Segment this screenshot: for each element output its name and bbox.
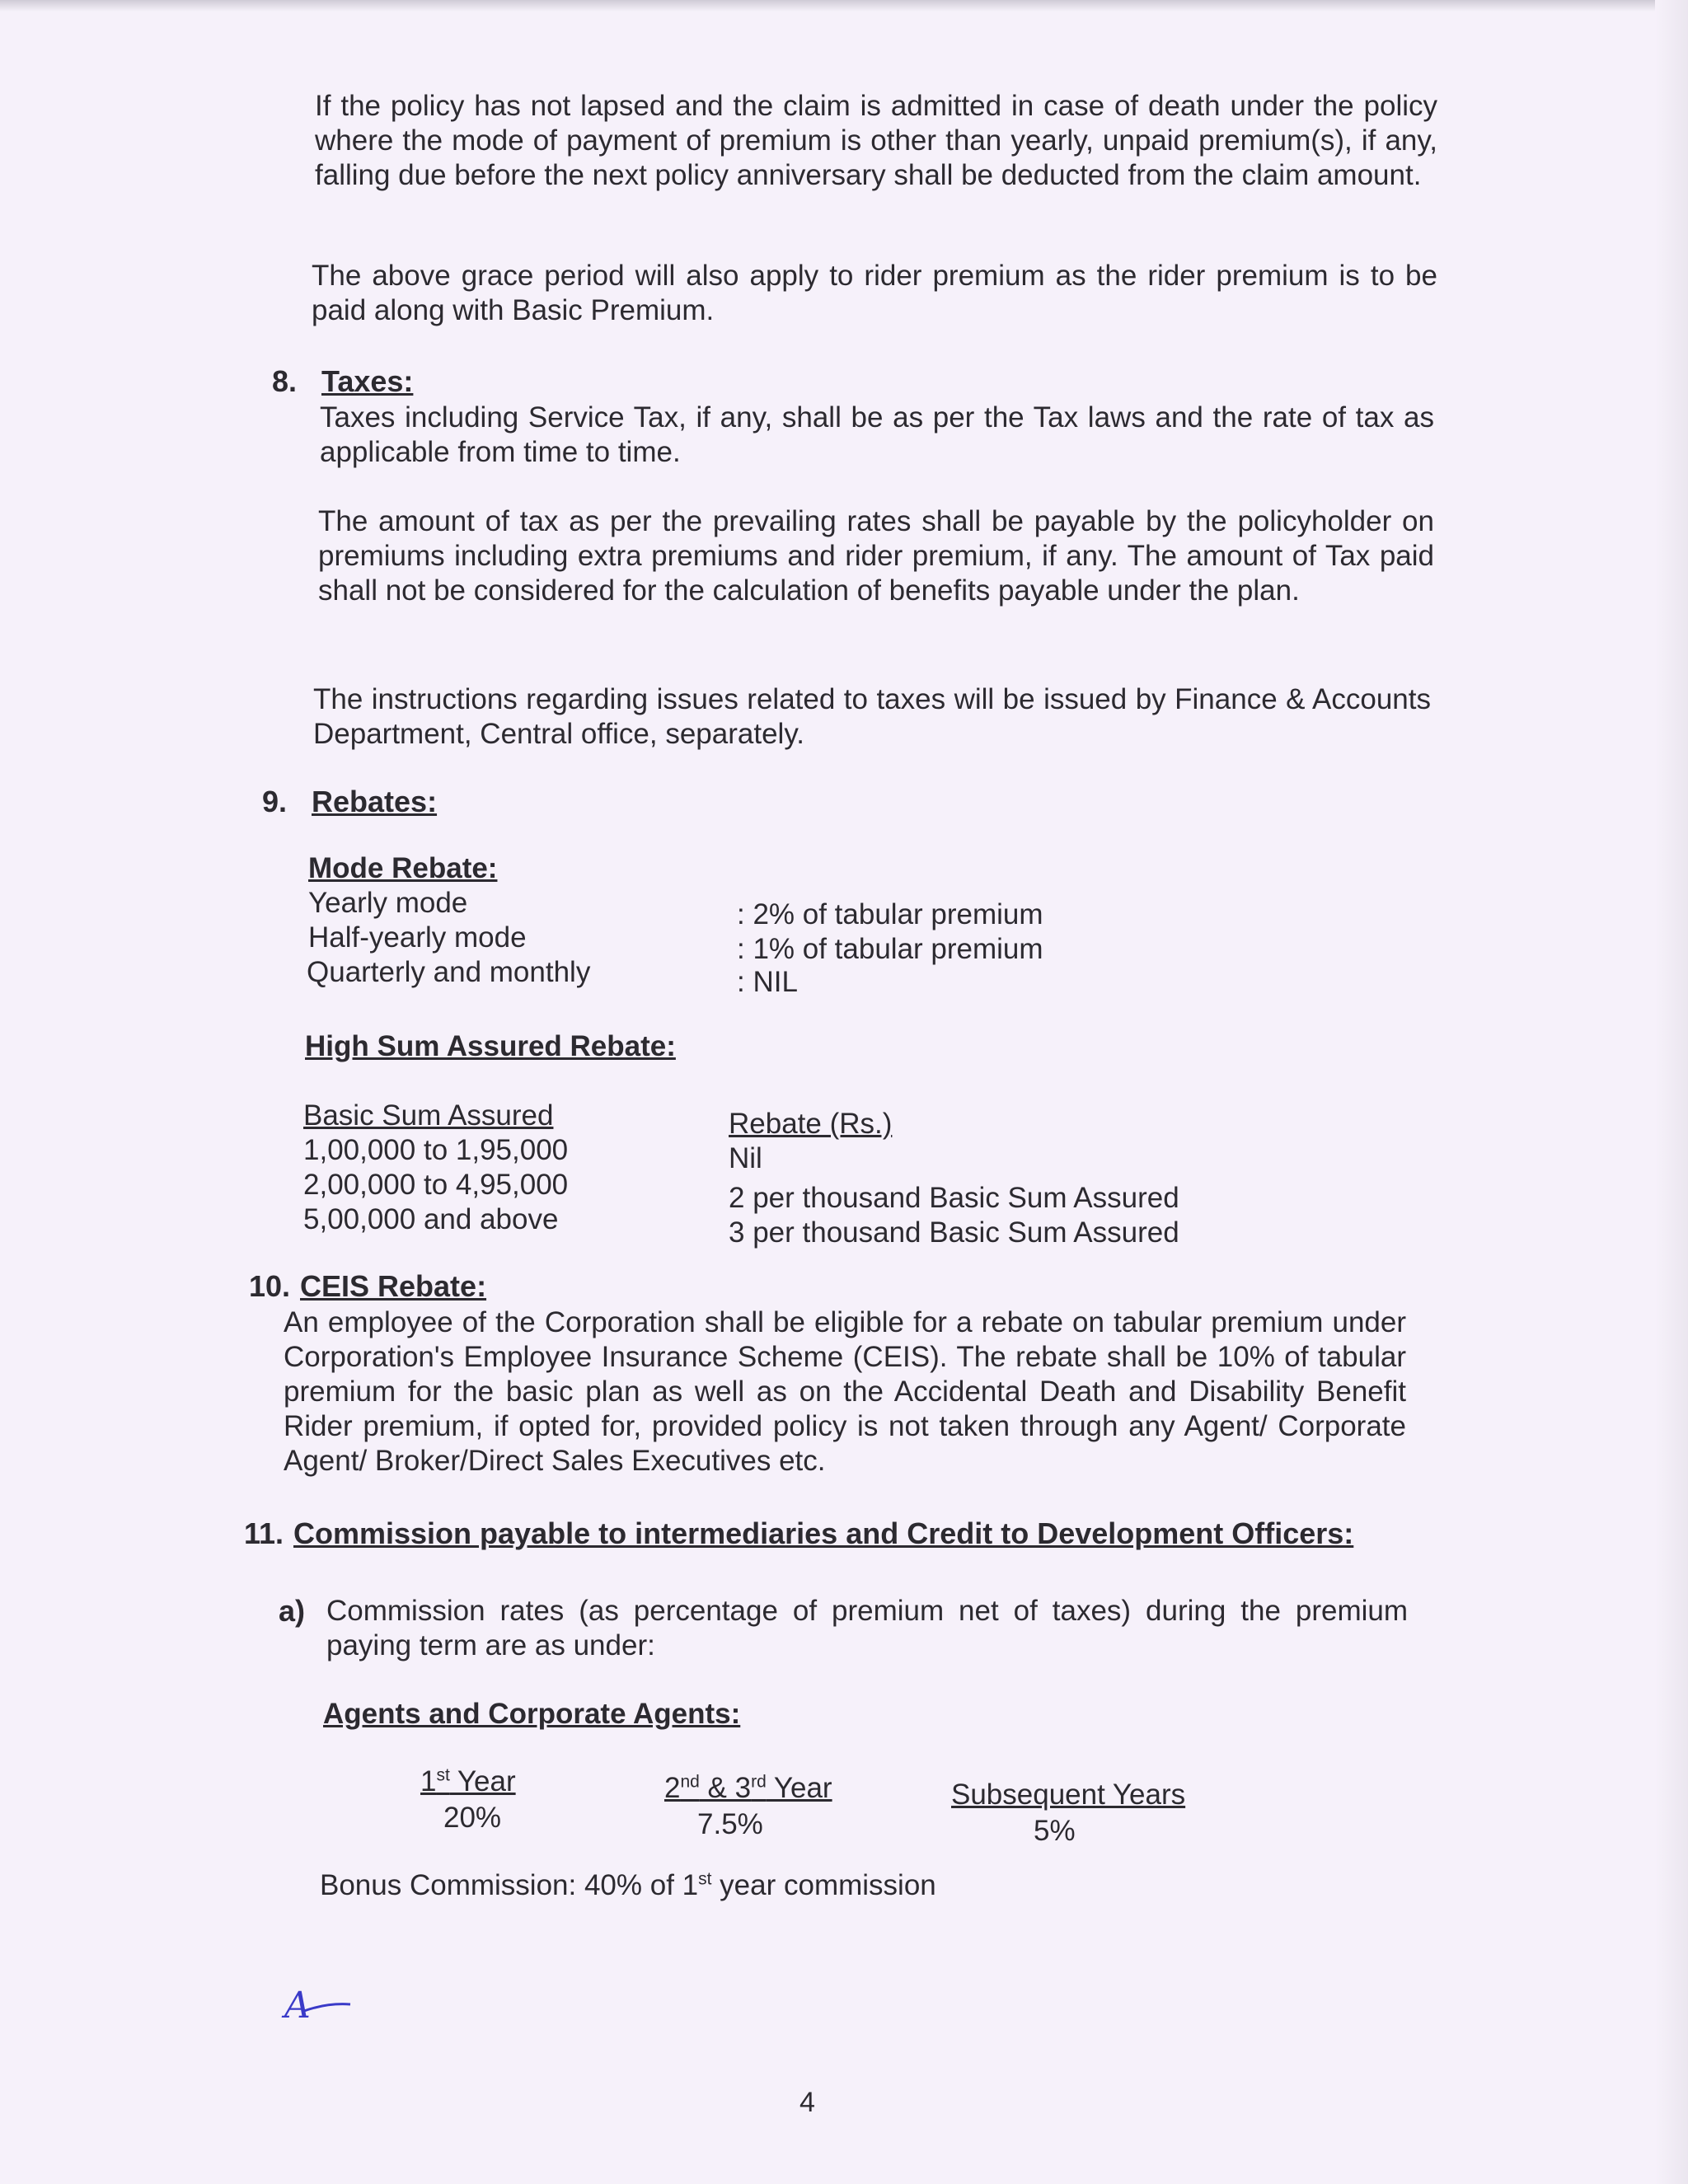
hsa-row-3-rebate: 3 per thousand Basic Sum Assured [729, 1216, 1179, 1249]
section-8-heading: Taxes: [321, 364, 414, 398]
taxes-text-3: The instructions regarding issues related to taxes will be issued by Finance & Accounts Department, Central office, separately. [313, 683, 1431, 750]
section-9-number: 9. [262, 785, 288, 818]
page-right-shadow [1655, 0, 1688, 2184]
intro-paragraph-2 [312, 259, 1437, 328]
commission-col-2-value: 7.5% [697, 1808, 763, 1840]
mode-rebate-heading: Mode Rebate: [308, 852, 498, 884]
ceis-paragraph [284, 1305, 1406, 1479]
commission-col-1-value: 20% [443, 1802, 502, 1834]
section-11-heading: Commission payable to intermediaries and Credit to Development Officers: [293, 1516, 1354, 1550]
commission-col-2-header: 2nd & 3rd Year [664, 1772, 832, 1804]
initials-stroke-icon [302, 1999, 352, 2016]
mode-row-1-value: : 2% of tabular premium [737, 898, 1043, 930]
page-number: 4 [799, 2087, 815, 2118]
high-sum-assured-heading: High Sum Assured Rebate: [305, 1030, 676, 1062]
taxes-text-1: Taxes including Service Tax, if any, shall be as per the Tax laws and the rate of tax as applicable from time to time. [320, 401, 1434, 468]
hsa-col-basic-sum-header: Basic Sum Assured [303, 1099, 554, 1132]
taxes-paragraph-2 [318, 504, 1434, 608]
mode-row-1-label: Yearly mode [308, 887, 468, 919]
section-10-heading: CEIS Rebate: [300, 1269, 487, 1303]
mode-row-2-label: Half-yearly mode [308, 921, 527, 954]
item-a-label: a) [279, 1594, 306, 1628]
mode-row-2-value: : 1% of tabular premium [737, 933, 1043, 965]
commission-col-3-value: 5% [1034, 1815, 1076, 1847]
commission-col-1-header: 1st Year [420, 1765, 516, 1797]
hsa-row-2-rebate: 2 per thousand Basic Sum Assured [729, 1182, 1179, 1214]
hsa-row-2-range: 2,00,000 to 4,95,000 [303, 1169, 569, 1201]
mode-row-3-label: Quarterly and monthly [307, 956, 591, 988]
page-top-edge [0, 0, 1688, 12]
taxes-text-2: The amount of tax as per the prevailing rates shall be payable by the policyholder on premiums including extra premiums and rider premium, if any. The amount of Tax paid shall not be considered for the calculation of benefits payable under the plan. [318, 505, 1434, 607]
section-9-heading: Rebates: [312, 785, 438, 818]
mode-row-3-value: : NIL [737, 966, 798, 998]
taxes-paragraph-1 [320, 401, 1434, 470]
item-a-paragraph [326, 1594, 1408, 1663]
intro-text-1: If the policy has not lapsed and the claim is admitted in case of death under the policy where the mode of payment of premium is other than yearly, unpaid premium(s), if any, falling due before the next policy anniversary shall be deducted from the claim amount. [315, 90, 1437, 191]
intro-text-2: The above grace period will also apply to rider premium as the rider premium is to be paid along with Basic Premium. [312, 260, 1437, 326]
section-10-number: 10. [249, 1269, 291, 1303]
ceis-text: An employee of the Corporation shall be eligible for a rebate on tabular premium under Corporation's Employee Insurance Scheme (CEIS). The rebate shall be 10% of tabular premium for the basic plan as well as on the Accidental Death and Disability Benefit Rider premium, if opted for, provided policy is not taken through any Agent/ Corporate Agent/ Broker/Direct Sales Executives etc. [284, 1306, 1406, 1477]
section-11-number: 11. [244, 1516, 284, 1550]
hsa-row-1-rebate: Nil [729, 1142, 762, 1174]
hsa-col-rebate-header: Rebate (Rs.) [729, 1108, 893, 1140]
item-a-text: Commission rates (as percentage of premium net of taxes) during the premium paying term are as under: [326, 1595, 1408, 1661]
bonus-commission: Bonus Commission: 40% of 1st year commission [320, 1869, 936, 1901]
section-8-number: 8. [272, 364, 298, 398]
commission-col-3-header: Subsequent Years [951, 1779, 1186, 1811]
agents-heading: Agents and Corporate Agents: [323, 1698, 741, 1730]
hsa-row-1-range: 1,00,000 to 1,95,000 [303, 1134, 569, 1166]
taxes-paragraph-3 [313, 682, 1431, 752]
hsa-row-3-range: 5,00,000 and above [303, 1203, 559, 1235]
handwritten-initials: A [284, 1985, 311, 2027]
intro-paragraph-1 [315, 89, 1437, 193]
